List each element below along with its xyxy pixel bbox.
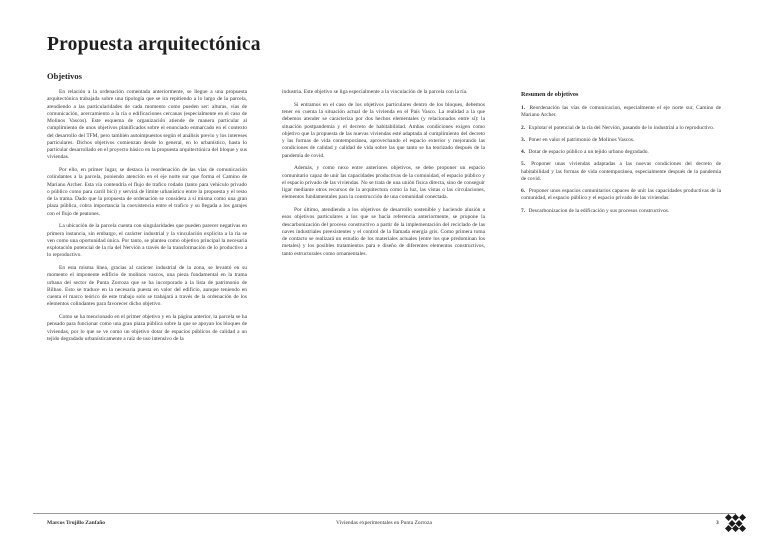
paragraph: Como se ha mencionado en el primer objetivo y en la página anterior, la parcela se ha pensado para funcionar como una gran plaza pública sobre la que se apoyan los bloques de viviendas, por lo que se ve como un objetivo dotar de espacios públicos de calidad a un tejido degradado urbanísticamente a raíz de uso intensivo de la	[47, 314, 247, 342]
summary-item-text: Reordenación las vías de comunicacion, especialmente el eje norte sur, Camino de Mariano Archer.	[521, 105, 721, 119]
summary-item	[521, 208, 721, 215]
summary-heading: Resumen de objetivos	[521, 91, 579, 98]
summary-list	[521, 105, 721, 220]
summary-item	[521, 137, 721, 144]
summary-item-number: 3.	[521, 136, 526, 143]
summary-item-text: Dotar de espacio público a un tejido urbano degradado.	[528, 149, 649, 155]
paragraph: Por último, atendiendo a los objetivos de desarrollo sostenible y haciendo alusión a esos objetivos particulares a los que se hacía referencia anteriormente, se propone la descarbonización del proceso constructivo a partir de la implementación del reciclado de las naves industriales preexistentes y el control de la llamada energía gris. Como primera toma de contacto se realizará un estudio de los materiales actuales (entre los que predominan los metales) y los posibles tratamientos para e diseño de diferentes elementos constructivos, tanto estructurales como ornamentales.	[282, 207, 485, 257]
summary-item-number: 2.	[521, 124, 526, 131]
university-logo-icon	[725, 513, 747, 533]
footer-author: Marcos Trujillo Zanfaño	[47, 520, 106, 526]
text-column-1	[47, 89, 247, 349]
summary-item	[521, 161, 721, 183]
paragraph: En esta misma línea, gracias al carácter industrial de la zona, se levantó en su momento el imponente edificio de molinos vascos, una pieza fundamental en la trama urbana del sector de Punta Zorroza que se ha incorporado a la lista de patrimonio de Bilbao. Esto se traduce en la necesaria puesta en valor del edificio, aunque teniendo en cuenta el marco teórico de este trabajo solo se trabajará a través de la ordenación de los elementos colindantes para favorecer dicho objetivo.	[47, 265, 247, 308]
paragraph: La ubicación de la parcela cuenta con singularidades que pueden parecer negativas en primera instancia, sin embargo, el carácter industrial y la vinculación explicita a la ría se ven como una oportunidad única. Por tanto, se plantea como objetivo principal la necesaria explotación potencial de la ría del Nervión a través de la transformación de lo productivo a lo reproductivo.	[47, 223, 247, 259]
paragraph: Además, y como nexo entre anteriores objetivos, se debe proponer un espacio comunitario capaz de unir las capacidades productivas de la comunidad, el espacio público y el espacio privado de las viviendas. No se trata de una unión física directa, sino de conseguir ligar mediante otros recursos de la arquitectura como la luz, las vistas o las circulaciones, elementos fundamentales para la construcción de una comunidad conectada.	[282, 165, 485, 201]
summary-item	[521, 105, 721, 120]
summary-item-number: 4.	[521, 149, 526, 155]
paragraph: Por ello, en primer lugar, se destaca la reordenación de las vías de comunicación colindantes a la parcela, poniendo atención en el eje norte sur que forma el Camino de Mariano Archer. Esta vía contendría el flujo de trafico rodado (tanto para vehículo privado o público como para carril bici) y servirá de límite urbanístico entre la propuesta y el resto de la trama. Dado que la propuesta de ordenación se considera a sí misma como una gran plaza pública, cobra importancia la coexistencia entre el trafico y su llegada a los garajes con el flujo de peatones.	[47, 167, 247, 217]
paragraph: En relación a la ordenación comentada anteriormente, se llegue a una propuesta arquitectónica trabajada sobre una tipología que se ira repitiendo a lo largo de la parcela, atendiendo a las particularidades de cada momento como pueden ser: alturas, vías de comunicación, acercamiento a la ría o edificaciones cercanas (especialmente en el caso de Molinos Vascos). Este esquema de organización atiende de manera particular al cumplimiento de unos objetivos planificados sobre el enunciado enmarcado en el contexto del desarrollo del TFM, pero también autoimpuestos según el análisis previo y los intereses particulares. Dichos objetivos comienzan desde lo general, en lo urbanístico, hasta lo particular desarrollado en el proyecto básico en la propuesta arquitectónica del bloque y sus viviendas.	[47, 89, 247, 161]
summary-item-text: Poner en valor el patrimonio de Molinos Vascos.	[528, 136, 635, 143]
text-column-2	[282, 89, 485, 263]
summary-item	[521, 188, 721, 203]
summary-item	[521, 125, 721, 132]
summary-item-text: Explotar el potencial de la ría del Nervión, pasando de lo industrial a lo reproductivo.	[528, 124, 715, 131]
summary-item	[521, 149, 721, 156]
summary-item-text: Descarbonizacion de la edificación y sus procesos constructivos.	[528, 207, 670, 214]
summary-item-text: Proponer unos espacios comunitarios capaces de unir las capacidades productivas de la comunidad, el espacio público y el espacio privado de las viviendas.	[521, 188, 722, 202]
summary-item-number: 7.	[521, 207, 526, 214]
footer-divider	[33, 513, 736, 514]
summary-item-text: Proponer unas viviendas adaptadas a las nuevas condiciones del decreto de habitabilidad y las formas de vida contemporánea, especialmente después de la pandemia de covid.	[521, 161, 721, 182]
summary-item-number: 6.	[521, 188, 526, 194]
footer-title: Viviendas experimentales en Punta Zorroza	[336, 520, 432, 526]
paragraph: Si entramos en el caso de los objetivos particulares dentro de los bloques, debemos tener en cuenta la situación actual de la vivienda en el País Vasco. La realidad a la que debemos atender se caracteriza por dos hechos elementales (y relacionados entre sí): la situación postpandemia y el decreto de habitabilidad. Ambas condiciones exigen como objetivo que la propuesta de las nuevas viviendas esté adaptada al cumplimiento del decreto y las formas de vida contemporánea, aprovechando el espacio exterior y mejorando las condiciones de calidad y calidad de vida sobre las que tanto se ha teorizado después de la pandemia de covid.	[282, 101, 485, 159]
page-title: Propuesta arquitectónica	[47, 34, 261, 55]
summary-item-number: 5.	[521, 161, 526, 168]
summary-item-number: 1.	[521, 105, 526, 111]
paragraph: industria. Este objetivo se liga especialmente a la vinculación de la parcela con la ría.	[282, 89, 468, 95]
page-number: 3	[716, 520, 719, 526]
section-heading: Objetivos	[47, 71, 82, 81]
